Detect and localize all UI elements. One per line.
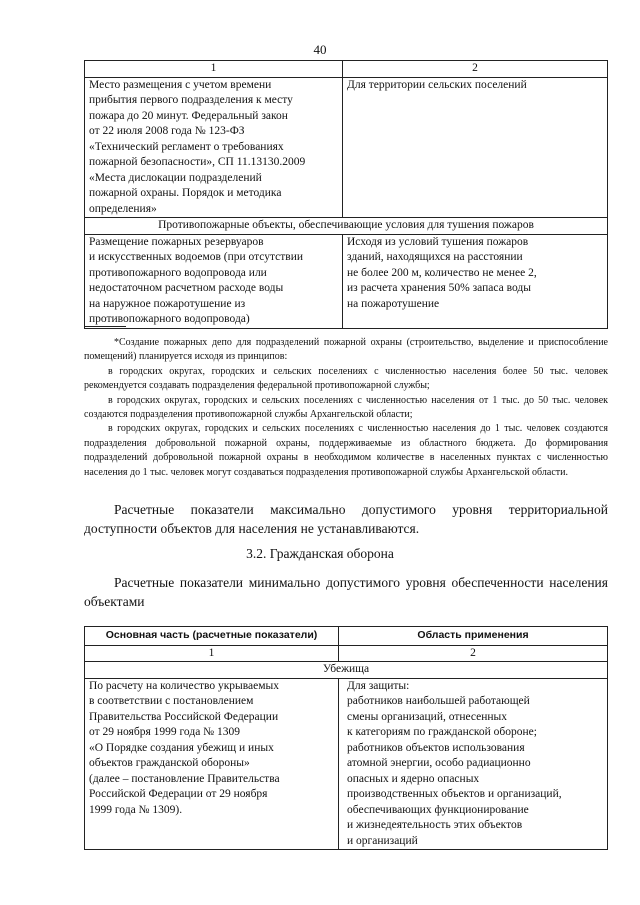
footnote-item: в городских округах, городских и сельских поселениях с численностью населения от 1 тыс. до 50 тыс. человек создаются подразделения противопожарной службы Архангельской области; [84,394,608,421]
section-title: Противопожарные объекты, обеспечивающие условия для тушения пожаров [85,218,608,235]
table-cell [343,77,608,218]
cell-line: 1999 года № 1309). [89,803,183,816]
cell-line: работников объектов использования [347,741,525,754]
cell-line: на пожаротушение [347,297,440,310]
footnote-item: в городских округах, городских и сельских поселениях с численностью населения более 50 тыс. человек рекомендуется создавать подразделения федеральной противопожарной службы; [84,365,608,392]
section-row [85,662,608,679]
cell-line: Для территории сельских поселений [347,78,527,91]
cell-line: зданий, находящихся на расстоянии [347,251,523,263]
footnote-intro: *Создание пожарных депо для подразделений пожарной охраны (строительство, выделение и приспособление помещений) планируется исходя из принципов: [84,337,608,363]
footnote-separator [84,326,126,327]
table-cell [85,234,343,328]
footnote-item: в городских округах, городских и сельских поселениях с численностью населения до 1 тыс. человек создаются подразделения добровольной пожарной охраны, поддерживаемые из областного бюджета. До формирования подразделений добровольной пожарной охраны в необходимом количестве в населенных пунктах с численностью населения до 1 тыс. человек могут создаваться подразделения противопожарной службы Архангельской области. [84,423,608,478]
cell-line: Для защиты: [347,679,410,692]
cell-line: По расчету на количество укрываемых [89,679,280,692]
cell-line: из расчета хранения 50% запаса воды [347,282,531,294]
cell-line: пожара до 20 минут. Федеральный закон [89,109,288,122]
cell-line: Место размещения с учетом времени [89,78,272,91]
cell-line: «О Порядке создания убежищ и иных [89,741,274,754]
cell-line: к категориям по гражданской обороне; [347,726,537,738]
cell-line: атомной энергии, особо радиационно [347,757,531,769]
cell-line: обеспечивающих функционирование [347,803,529,816]
cell-line: «Технический регламент о требованиях [89,140,284,153]
page-number: 40 [313,42,327,57]
cell-line: Российской Федерации от 29 ноября [89,788,268,800]
table-row [85,234,608,328]
cell-line: не более 200 м, количество не менее 2, [347,266,537,279]
cell-line: определения» [89,202,157,215]
column-number-1: 1 [85,645,339,662]
column-number-row [85,645,608,662]
table-cell [339,678,608,850]
cell-line: от 29 ноября 1999 года № 1309 [89,726,241,738]
paragraph-provision: Расчетные показатели минимально допустимого уровня обеспеченности населения объектами [84,575,608,609]
section-row [85,218,608,235]
section-title: Убежища [85,662,608,679]
cell-line: Исходя из условий тушения пожаров [347,235,529,248]
table-cell [85,678,339,850]
paragraph-accessibility: Расчетные показатели максимально допустимого уровня территориальной доступности объектов для населения не устанавливаются. [84,502,608,536]
civil-defense-table [84,626,608,850]
column-number-2: 2 [343,61,608,78]
section-heading: 3.2. Гражданская оборона [246,546,394,561]
column-number-2: 2 [339,645,608,662]
cell-line: недостаточном расчетном расходе воды [89,282,284,294]
cell-line: производственных объектов и организаций, [347,788,562,800]
column-number-row [85,61,608,78]
column-header-scope: Область применения [339,627,608,646]
cell-line: пожарной безопасности», СП 11.13130.2009 [89,156,306,168]
column-number-1: 1 [85,61,343,78]
cell-line: Размещение пожарных резервуаров [89,235,264,248]
footnote [84,336,608,480]
cell-line: противопожарного водопровода или [89,266,267,279]
cell-line: опасных и ядерно опасных [347,772,480,785]
cell-line: и жизнедеятельность этих объектов [347,819,523,831]
table-row [85,678,608,850]
cell-line: противопожарного водопровода) [89,313,250,325]
cell-line: на наружное пожаротушение из [89,297,246,310]
cell-line: объектов гражданской обороны» [89,757,250,769]
column-header-main: Основная часть (расчетные показатели) [85,627,339,646]
cell-line: в соответствии с постановлением [89,695,254,707]
cell-line: прибытия первого подразделения к месту [89,94,293,106]
cell-line: Правительства Российской Федерации [89,710,279,723]
cell-line: и искусственных водоемов (при отсутствии [89,251,304,263]
header-row [85,627,608,646]
cell-line: пожарной охраны. Порядок и методика [89,187,282,199]
cell-line: смены организаций, отнесенных [347,710,508,723]
cell-line: и организаций [347,834,418,847]
cell-line: (далее – постановление Правительства [89,772,280,785]
cell-line: работников наибольшей работающей [347,695,530,707]
table-cell [343,234,608,328]
cell-line: «Места дислокации подразделений [89,171,262,184]
fire-safety-table [84,60,608,329]
table-row [85,77,608,218]
cell-line: от 22 июля 2008 года № 123-ФЗ [89,125,245,137]
table-cell [85,77,343,218]
